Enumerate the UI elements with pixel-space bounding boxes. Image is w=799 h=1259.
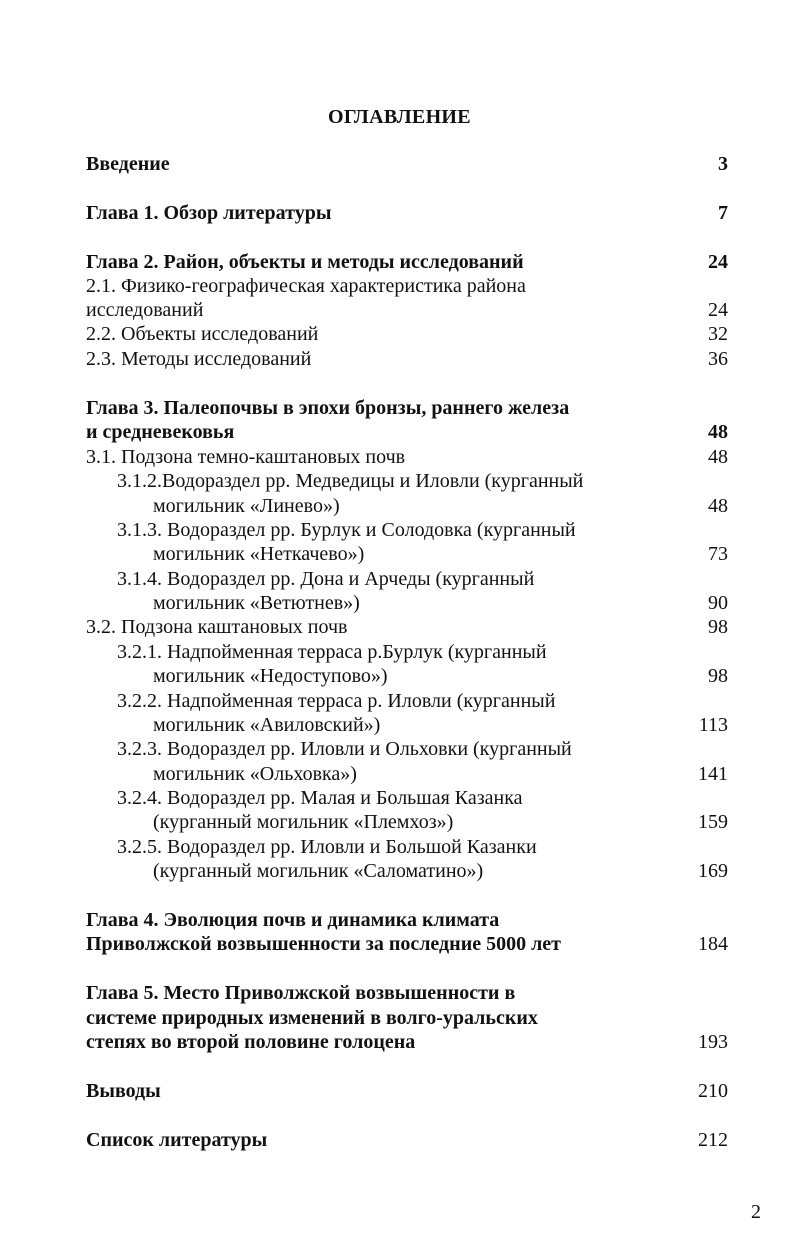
toc-entry-3-2-3-cont[interactable] bbox=[153, 762, 728, 787]
toc-entry-3-2-2[interactable] bbox=[117, 689, 728, 714]
toc-entry-text: Приволжской возвышенности за последние 5000 лет bbox=[86, 933, 562, 955]
toc-entry-chapter-3-cont[interactable] bbox=[86, 420, 728, 445]
toc-entry-text: Глава 1. Обзор литературы bbox=[86, 202, 332, 224]
toc-entry-chapter-1[interactable] bbox=[86, 201, 728, 226]
toc-entry-3-2-1-cont[interactable] bbox=[153, 664, 728, 689]
toc-entry-conclusions[interactable] bbox=[86, 1079, 728, 1104]
toc-entry-2-1[interactable] bbox=[86, 274, 728, 299]
toc-entry-text: могильник «Ольховка») bbox=[153, 763, 357, 785]
page-number: 2 bbox=[751, 1201, 761, 1223]
toc-entry-text: Глава 5. Место Приволжской возвышенности в bbox=[86, 982, 516, 1004]
toc-entry-text: Выводы bbox=[86, 1080, 161, 1102]
toc-entry-chapter-5-cont[interactable] bbox=[86, 1006, 728, 1031]
page-title: ОГЛАВЛЕНИЕ bbox=[328, 106, 471, 128]
toc-entry-text: могильник «Авиловский») bbox=[153, 714, 381, 736]
toc-entry-text: исследований bbox=[86, 299, 204, 321]
toc-entry-page: 48 bbox=[708, 421, 728, 443]
toc-entry-page: 48 bbox=[708, 446, 728, 468]
toc-entry-text: Глава 3. Палеопочвы в эпохи бронзы, раннего железа bbox=[86, 397, 570, 419]
toc-entry-2-2[interactable] bbox=[86, 322, 728, 347]
toc-entry-text: Глава 4. Эволюция почв и динамика климата bbox=[86, 909, 500, 931]
toc-entry-3-1-3[interactable] bbox=[117, 518, 728, 543]
toc-entry-introduction[interactable] bbox=[86, 152, 728, 177]
toc-entry-text: Введение bbox=[86, 153, 170, 175]
toc-entry-text: 3.2.1. Надпойменная терраса р.Бурлук (курганный bbox=[117, 641, 547, 663]
toc-entry-chapter-2[interactable] bbox=[86, 250, 728, 275]
toc-entry-text: 3.2.4. Водораздел рр. Малая и Большая Казанка bbox=[117, 787, 523, 809]
toc-entry-3-2-4-cont[interactable] bbox=[153, 810, 728, 835]
toc-entry-3-2-5-cont[interactable] bbox=[153, 859, 728, 884]
toc-entry-page: 169 bbox=[698, 860, 728, 882]
toc-entry-3-1-2-cont[interactable] bbox=[153, 494, 728, 519]
toc-entry-page: 32 bbox=[708, 323, 728, 345]
toc-entry-2-1-cont[interactable] bbox=[86, 298, 728, 323]
toc-entry-text: и средневековья bbox=[86, 421, 235, 443]
toc-entry-text: системе природных изменений в волго-уральских bbox=[86, 1007, 538, 1029]
toc-entry-text: могильник «Линево») bbox=[153, 495, 340, 517]
toc-entry-references[interactable] bbox=[86, 1128, 728, 1153]
toc-entry-text: 2.3. Методы исследований bbox=[86, 348, 312, 370]
toc-entry-text: 3.2.5. Водораздел рр. Иловли и Большой Казанки bbox=[117, 836, 537, 858]
toc-entry-text: 3.2.3. Водораздел рр. Иловли и Ольховки (курганный bbox=[117, 738, 572, 760]
toc-entry-page: 48 bbox=[708, 495, 728, 517]
toc-entry-3-2-5[interactable] bbox=[117, 835, 728, 860]
toc-entry-page: 98 bbox=[708, 665, 728, 687]
toc-entry-page: 212 bbox=[698, 1129, 728, 1151]
toc-entry-page: 24 bbox=[708, 251, 728, 273]
toc-entry-3-1-2[interactable] bbox=[117, 469, 728, 494]
toc-entry-text: 2.1. Физико-географическая характеристика района bbox=[86, 275, 526, 297]
toc-entry-text: (курганный могильник «Племхоз») bbox=[153, 811, 454, 833]
toc-entry-text: 3.2.2. Надпойменная терраса р. Иловли (курганный bbox=[117, 690, 556, 712]
toc-entry-chapter-5-cont-2[interactable] bbox=[86, 1030, 728, 1055]
toc-entry-page: 7 bbox=[718, 202, 728, 224]
toc-entry-3-2-1[interactable] bbox=[117, 640, 728, 665]
toc-entry-page: 210 bbox=[698, 1080, 728, 1102]
toc-entry-chapter-4-cont[interactable] bbox=[86, 932, 728, 957]
toc-entry-page: 113 bbox=[698, 714, 728, 736]
toc-entry-text: Список литературы bbox=[86, 1129, 268, 1151]
toc-entry-3-2-2-cont[interactable] bbox=[153, 713, 728, 738]
toc-entry-text: могильник «Ветютнев») bbox=[153, 592, 360, 614]
toc-entry-text: 2.2. Объекты исследований bbox=[86, 323, 319, 345]
toc-entry-page: 90 bbox=[708, 592, 728, 614]
toc-entry-text: могильник «Неткачево») bbox=[153, 543, 365, 565]
toc-entry-2-3[interactable] bbox=[86, 347, 728, 372]
toc-entry-page: 3 bbox=[718, 153, 728, 175]
toc-entry-text: 3.1.4. Водораздел рр. Дона и Арчеды (курганный bbox=[117, 568, 535, 590]
toc-entry-3-1-3-cont[interactable] bbox=[153, 542, 728, 567]
toc-entry-page: 159 bbox=[698, 811, 728, 833]
toc-entry-3-2-3[interactable] bbox=[117, 737, 728, 762]
toc-entry-3-1-4-cont[interactable] bbox=[153, 591, 728, 616]
toc-entry-text: (курганный могильник «Саломатино») bbox=[153, 860, 484, 882]
toc-entry-text: 3.1.2.Водораздел рр. Медведицы и Иловли (курганный bbox=[117, 470, 584, 492]
toc-entry-page: 98 bbox=[708, 616, 728, 638]
toc-entry-text: степях во второй половине голоцена bbox=[86, 1031, 416, 1053]
toc-entry-page: 24 bbox=[708, 299, 728, 321]
toc-entry-chapter-5[interactable] bbox=[86, 981, 728, 1006]
toc-entry-page: 141 bbox=[698, 763, 728, 785]
toc-entry-chapter-3[interactable] bbox=[86, 396, 728, 421]
toc-entry-page: 73 bbox=[708, 543, 728, 565]
toc-entry-text: 3.1.3. Водораздел рр. Бурлук и Солодовка (курганный bbox=[117, 519, 576, 541]
toc-entry-page: 193 bbox=[698, 1031, 728, 1053]
toc-entry-page: 184 bbox=[698, 933, 728, 955]
toc-entry-text: Глава 2. Район, объекты и методы исследований bbox=[86, 251, 524, 273]
toc-entry-text: 3.1. Подзона темно-каштановых почв bbox=[86, 446, 406, 468]
toc-entry-3-2[interactable] bbox=[86, 615, 728, 640]
toc-entry-3-1-4[interactable] bbox=[117, 567, 728, 592]
toc-entry-page: 36 bbox=[708, 348, 728, 370]
toc-entry-text: 3.2. Подзона каштановых почв bbox=[86, 616, 348, 638]
toc-entry-text: могильник «Недоступово») bbox=[153, 665, 388, 687]
toc-entry-3-2-4[interactable] bbox=[117, 786, 728, 811]
toc-entry-3-1[interactable] bbox=[86, 445, 728, 470]
toc-entry-chapter-4[interactable] bbox=[86, 908, 728, 933]
